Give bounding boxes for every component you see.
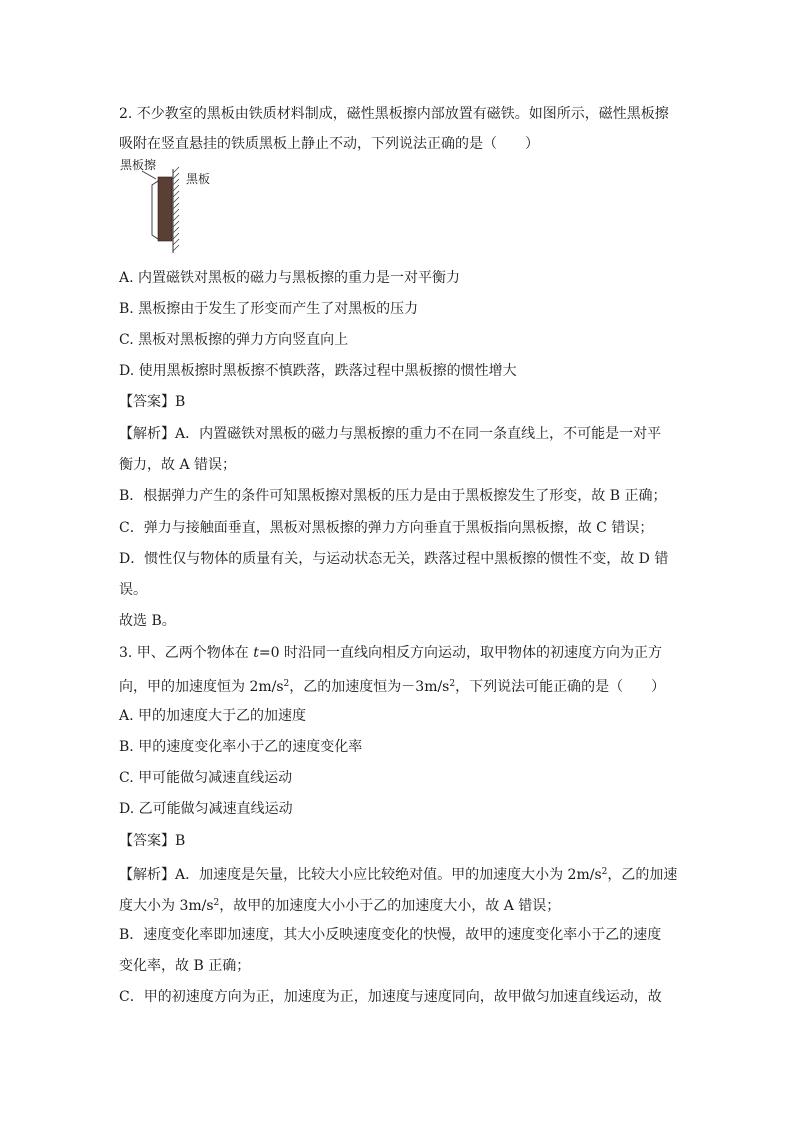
q2-analysis-line-6: 误。 [119, 582, 147, 598]
q2-analysis-line-3: B．根据弹力产生的条件可知黑板擦对黑板的压力是由于黑板擦发生了形变，故 B 正确； [119, 488, 667, 504]
q2-option-a: A. 内置磁铁对黑板的磁力与黑板擦的重力是一对平衡力 [119, 270, 461, 286]
q3-analysis-line-5: C．甲的初速度方向为正，加速度为正，加速度与速度同向，故甲做匀加速直线运动，故 [119, 989, 662, 1005]
q2-stem-line-1: 2. 不少教室的黑板由铁质材料制成，磁性黑板擦内部放置有磁铁。如图所示，磁性黑板擦 [119, 106, 669, 122]
q3-answer: 【答案】B [119, 833, 186, 849]
q2-option-d: D. 使用黑板擦时黑板擦不慎跌落，跌落过程中黑板擦的惯性增大 [119, 363, 517, 379]
q3-option-c: C. 甲可能做匀减速直线运动 [119, 770, 293, 786]
q3-analysis-line-2: 度大小为 $3m/s^2$，故甲的加速度大小小于乙的加速度大小，故 A 错误； [119, 898, 561, 914]
q2-analysis-line-4: C．弹力与接触面垂直，黑板对黑板擦的弹力方向垂直于黑板指向黑板擦，故 C 错误； [119, 520, 654, 536]
q2-option-b: B. 黑板擦由于发生了形变而产生了对黑板的压力 [119, 301, 419, 317]
q3-stem-line-2: 向，甲的加速度恒为 $2m/s^2$，乙的加速度恒为$-3m/s^2$，下列说法可能正确的是（ ） [119, 679, 666, 695]
q2-figure [116, 155, 226, 255]
eraser-handle [152, 181, 158, 239]
board-label: 黑板 [186, 172, 211, 186]
eraser-leader-line [142, 171, 156, 179]
q2-analysis-line-2: 衡力，故 A 错误； [119, 457, 237, 473]
q3-analysis-line-4: 变化率，故 B 正确； [119, 958, 251, 974]
q2-analysis-line-1: 【解析】A．内置磁铁对黑板的磁力与黑板擦的重力不在同一条直线上，不可能是一对平 [119, 426, 662, 442]
q2-answer: 【答案】B [119, 394, 186, 410]
board-hatching [173, 167, 179, 251]
q2-conclusion: 故选 B。 [119, 613, 176, 629]
eraser-body [158, 177, 172, 241]
q2-stem-line-2: 吸附在竖直悬挂的铁质黑板上静止不动，下列说法正确的是（ ） [119, 136, 539, 152]
q3-analysis-line-3: B．速度变化率即加速度，其大小反映速度变化的快慢，故甲的速度变化率小于乙的速度 [119, 927, 662, 943]
eraser-label: 黑板擦 [120, 158, 157, 172]
q3-option-d: D. 乙可能做匀减速直线运动 [119, 801, 293, 817]
q3-analysis-line-1: 【解析】A．加速度是矢量，比较大小应比较绝对值。甲的加速度大小为 $2m/s^2$，乙的加速 [119, 867, 678, 883]
q3-option-a: A. 甲的加速度大于乙的加速度 [119, 708, 307, 724]
q2-option-c: C. 黑板对黑板擦的弹力方向竖直向上 [119, 332, 349, 348]
q2-analysis-line-5: D．惯性仅与物体的质量有关，与运动状态无关，跌落过程中黑板擦的惯性不变，故 D 错 [119, 551, 669, 567]
q3-option-b: B. 甲的速度变化率小于乙的速度变化率 [119, 739, 363, 755]
eraser-on-board-diagram [116, 155, 226, 255]
q3-stem-line-1: 3. 甲、乙两个物体在 t=0 时沿同一直线向相反方向运动，取甲物体的初速度方向为正方 [119, 645, 662, 661]
